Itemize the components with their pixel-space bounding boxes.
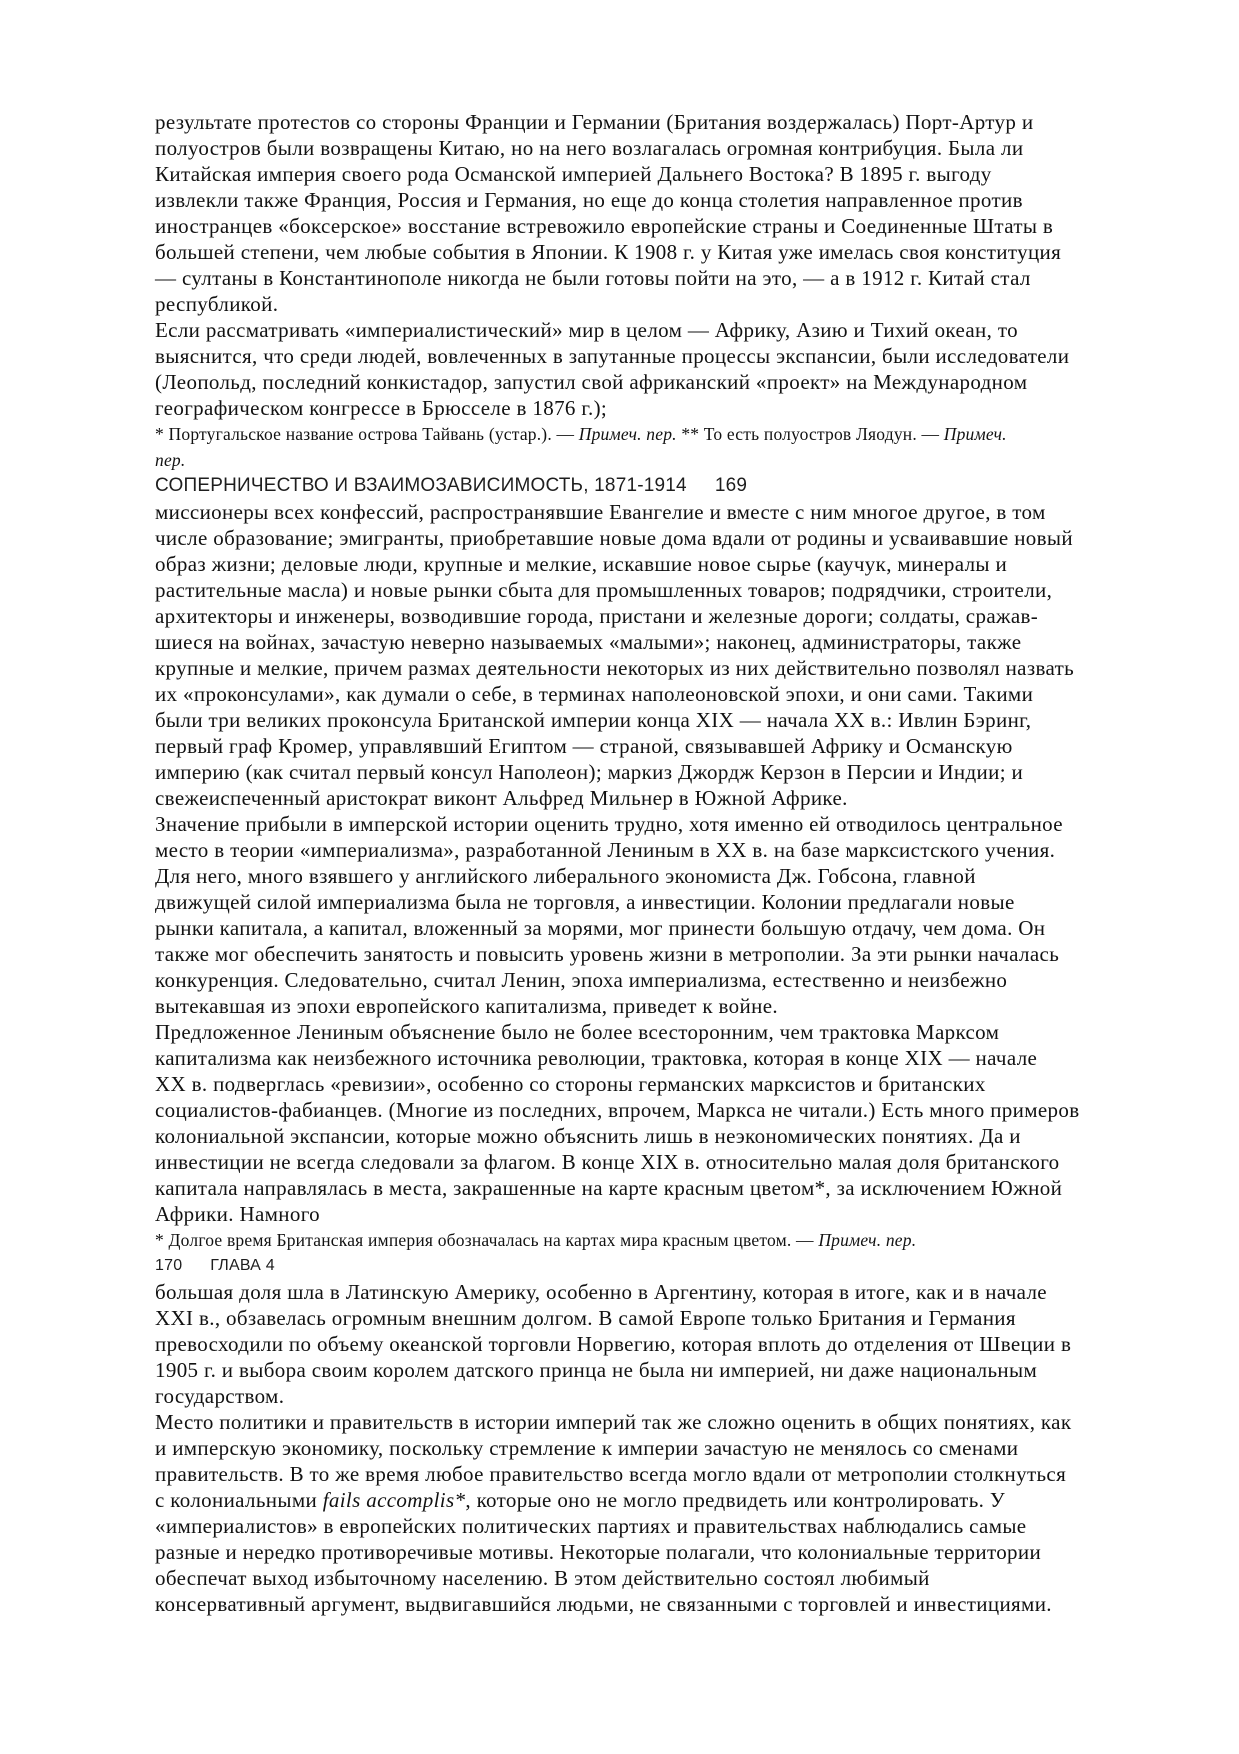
plain-text: социалистов-фабианцев. (Многие из последних, впрочем, Маркса не читали.) Есть много примеров <box>155 1098 1080 1122</box>
text-line <box>155 629 1145 655</box>
text-line <box>155 811 1145 837</box>
plain-text: XX в. подверглась «ревизии», особенно со стороны германских марксистов и британских <box>155 1072 986 1096</box>
plain-text: правительств. В то же время любое правительство всегда могло вдали от метрополии столкнуться <box>155 1462 1067 1486</box>
italic-text: Примеч. <box>943 424 1007 444</box>
text-line <box>155 161 1145 187</box>
text-line <box>155 993 1145 1019</box>
plain-text: с колониальными <box>155 1488 323 1512</box>
heading-line <box>155 1253 1145 1279</box>
text-line <box>155 967 1145 993</box>
italic-text: Примеч. пер. <box>578 424 677 444</box>
heading-part: ГЛАВА 4 <box>210 1257 275 1274</box>
plain-text: место в теории «империализма», разработанной Лениным в XX в. на базе марксистского учения. <box>155 838 1056 862</box>
plain-text: вытекавшая из эпохи европейского капитализма, приведет к войне. <box>155 994 778 1018</box>
plain-text: иностранцев «боксерское» восстание встревожило европейские страны и Соединенные Штаты в <box>155 214 1054 238</box>
plain-text: капитализма как неизбежного источника революции, трактовка, которая в конце XIX — начале <box>155 1046 1038 1070</box>
text-line <box>155 1175 1145 1201</box>
plain-text: Место политики и правительств в истории империй так же сложно оценить в общих понятиях, как <box>155 1410 1072 1434</box>
text-line <box>155 317 1145 343</box>
text-line <box>155 655 1145 681</box>
plain-text: — султаны в Константинополе никогда не были готовы пойти на это, — а в 1912 г. Китай стал <box>155 266 1031 290</box>
plain-text: Если рассматривать «империалистический» мир в целом — Африку, Азию и Тихий океан, то <box>155 318 1018 342</box>
plain-text: Африки. Намного <box>155 1202 321 1226</box>
paragraph <box>155 109 1145 317</box>
text-line <box>155 577 1145 603</box>
text-line <box>155 1305 1145 1331</box>
paragraph <box>155 1019 1145 1227</box>
plain-text: * Португальское название острова Тайвань (устар.). — <box>155 424 579 444</box>
plain-text: ** То есть полуостров Ляодун. — <box>676 424 944 444</box>
plain-text: также мог обеспечить занятость и повысить уровень жизни в метрополии. За эти рынки началась <box>155 942 1060 966</box>
text-line <box>155 447 1145 473</box>
text-line <box>155 941 1145 967</box>
plain-text: полуостров были возвращены Китаю, но на него возлагалась огромная контрибуция. Была ли <box>155 136 1024 160</box>
plain-text: извлекли также Франция, Россия и Германия, но еще до конца столетия направленное против <box>155 188 1023 212</box>
plain-text: (Леопольд, последний конкистадор, запустил свой африканский «проект» на Международном <box>155 370 1028 394</box>
text-line <box>155 1383 1145 1409</box>
plain-text: выяснится, что среди людей, вовлеченных в запутанные процессы экспансии, были исследователи <box>155 344 1070 368</box>
text-line <box>155 499 1145 525</box>
plain-text: империю (как считал первый консул Наполеон); маркиз Джордж Керзон в Персии и Индии; и <box>155 760 1024 784</box>
text-line <box>155 915 1145 941</box>
text-line <box>155 681 1145 707</box>
plain-text: географическом конгрессе в Брюсселе в 1876 г.); <box>155 396 608 420</box>
text-line <box>155 551 1145 577</box>
footnote-block <box>155 421 1145 473</box>
text-line <box>155 1461 1145 1487</box>
plain-text: образ жизни; деловые люди, крупные и мелкие, искавшие новое сырье (каучук, минералы и <box>155 552 1008 576</box>
text-line <box>155 1279 1145 1305</box>
text-line <box>155 1487 1145 1513</box>
text-column <box>155 109 1145 1617</box>
text-line <box>155 343 1145 369</box>
plain-text: первый граф Кромер, управлявший Египтом — страной, связывавшей Африку и Османскую <box>155 734 1013 758</box>
plain-text: растительные масла) и новые рынки сбыта для промышленных товаров; подрядчики, строители, <box>155 578 1053 602</box>
heading-line <box>155 473 1145 499</box>
plain-text: их «проконсулами», как думали о себе, в терминах наполеоновской эпохи, и они сами. Такими <box>155 682 1034 706</box>
heading-part: 170 <box>155 1257 183 1274</box>
text-line <box>155 1565 1145 1591</box>
text-line <box>155 1539 1145 1565</box>
text-line <box>155 395 1145 421</box>
text-line <box>155 187 1145 213</box>
text-line <box>155 1097 1145 1123</box>
heading-part: СОПЕРНИЧЕСТВО И ВЗАИМОЗАВИСИМОСТЬ, 1871-1914 <box>155 475 687 496</box>
plain-text: большей степени, чем любые события в Японии. К 1908 г. у Китая уже имелась своя конституция <box>155 240 1062 264</box>
page-heading <box>155 1253 1145 1279</box>
text-line <box>155 1409 1145 1435</box>
text-line <box>155 1201 1145 1227</box>
footnote-block <box>155 1227 1145 1253</box>
text-line <box>155 837 1145 863</box>
italic-text: fails accomplis* <box>322 1488 466 1512</box>
plain-text: свежеиспеченный аристократ виконт Альфред Мильнер в Южной Африке. <box>155 786 848 810</box>
plain-text: большая доля шла в Латинскую Америку, особенно в Аргентину, которая в итоге, как и в начале <box>155 1280 1047 1304</box>
plain-text: и имперскую экономику, поскольку стремление к империи зачастую не менялось со сменами <box>155 1436 1019 1460</box>
text-line <box>155 1071 1145 1097</box>
text-line <box>155 239 1145 265</box>
text-line <box>155 421 1145 447</box>
plain-text: инвестиции не всегда следовали за флагом. В конце XIX в. относительно малая доля британского <box>155 1150 1060 1174</box>
plain-text: конкуренция. Следовательно, считал Ленин, эпоха империализма, естественно и неизбежно <box>155 968 1008 992</box>
text-line <box>155 1149 1145 1175</box>
text-line <box>155 1435 1145 1461</box>
text-line <box>155 603 1145 629</box>
text-line <box>155 733 1145 759</box>
plain-text: превосходили по объему океанской торговли Норвегию, которая вплоть до отделения от Швеции в <box>155 1332 1072 1356</box>
plain-text: «империалистов» в европейских политических партиях и правительствах наблюдались самые <box>155 1514 1027 1538</box>
heading-part: 169 <box>714 475 748 496</box>
plain-text: архитекторы и инженеры, возводившие города, пристани и железные дороги; солдаты, сражав- <box>155 604 1039 628</box>
plain-text: XXI в., обзавелась огромным внешним долгом. В самой Европе только Британия и Германия <box>155 1306 1016 1330</box>
paragraph <box>155 499 1145 811</box>
plain-text: колониальной экспансии, которые можно объяснить лишь в неэкономических понятиях. Да и <box>155 1124 1021 1148</box>
text-line <box>155 1227 1145 1253</box>
paragraph <box>155 811 1145 1019</box>
text-line <box>155 369 1145 395</box>
text-line <box>155 1591 1145 1617</box>
plain-text: капитала направлялась в места, закрашенные на карте красным цветом*, за исключением Южной <box>155 1176 1063 1200</box>
text-line <box>155 265 1145 291</box>
text-line <box>155 1123 1145 1149</box>
text-line <box>155 759 1145 785</box>
plain-text: Значение прибыли в имперской истории оценить трудно, хотя именно ей отводилось центральное <box>155 812 1063 836</box>
italic-text: пер. <box>155 450 186 470</box>
text-line <box>155 785 1145 811</box>
text-line <box>155 863 1145 889</box>
plain-text: были три великих проконсула Британской империи конца XIX — начала XX в.: Ивлин Бэринг, <box>155 708 1032 732</box>
plain-text: обеспечат выход избыточному населению. В этом действительно состоял любимый <box>155 1566 930 1590</box>
text-line <box>155 1045 1145 1071</box>
text-line <box>155 1019 1145 1045</box>
plain-text: государством. <box>155 1384 285 1408</box>
text-line <box>155 109 1145 135</box>
plain-text: республикой. <box>155 292 279 316</box>
plain-text: * Долгое время Британская империя обозначалась на картах мира красным цветом. — <box>155 1230 819 1250</box>
section-heading <box>155 473 1145 499</box>
plain-text: движущей силой империализма была не торговля, а инвестиции. Колонии предлагали новые <box>155 890 1015 914</box>
plain-text: , которые оно не могло предвидеть или контролировать. У <box>465 1488 1006 1512</box>
plain-text: консервативный аргумент, выдвигавшийся людьми, не связанными с торговлей и инвестициями. <box>155 1592 1052 1616</box>
plain-text: рынки капитала, а капитал, вложенный за морями, мог принести большую отдачу, чем дома. Он <box>155 916 1046 940</box>
text-line <box>155 889 1145 915</box>
plain-text: результате протестов со стороны Франции и Германии (Британия воздержалась) Порт-Артур и <box>155 110 1034 134</box>
plain-text: Китайская империя своего рода Османской империей Дальнего Востока? В 1895 г. выгоду <box>155 162 992 186</box>
text-line <box>155 525 1145 551</box>
text-line <box>155 707 1145 733</box>
text-line <box>155 1513 1145 1539</box>
plain-text: Для него, много взявшего у английского либерального экономиста Дж. Гобсона, главной <box>155 864 976 888</box>
text-line <box>155 135 1145 161</box>
plain-text: числе образование; эмигранты, приобретавшие новые дома вдали от родины и усваивавшие новый <box>155 526 1073 550</box>
text-line <box>155 291 1145 317</box>
plain-text: Предложенное Лениным объяснение было не более всесторонним, чем трактовка Марксом <box>155 1020 1000 1044</box>
text-line <box>155 1357 1145 1383</box>
plain-text: миссионеры всех конфессий, распространявшие Евангелие и вместе с ним многое другое, в том <box>155 500 1046 524</box>
plain-text: крупные и мелкие, причем размах деятельности некоторых из них действительно позволял назвать <box>155 656 1075 680</box>
paragraph <box>155 1409 1145 1617</box>
plain-text: 1905 г. и выбора своим королем датского принца не была ни империей, ни даже национальным <box>155 1358 1038 1382</box>
text-line <box>155 213 1145 239</box>
text-line <box>155 1331 1145 1357</box>
plain-text: разные и нередко противоречивые мотивы. Некоторые полагали, что колониальные территории <box>155 1540 1042 1564</box>
paragraph <box>155 1279 1145 1409</box>
paragraph <box>155 317 1145 421</box>
italic-text: Примеч. пер. <box>818 1230 917 1250</box>
plain-text: шиеся на войнах, зачастую неверно называемых «малыми»; наконец, администраторы, также <box>155 630 1022 654</box>
